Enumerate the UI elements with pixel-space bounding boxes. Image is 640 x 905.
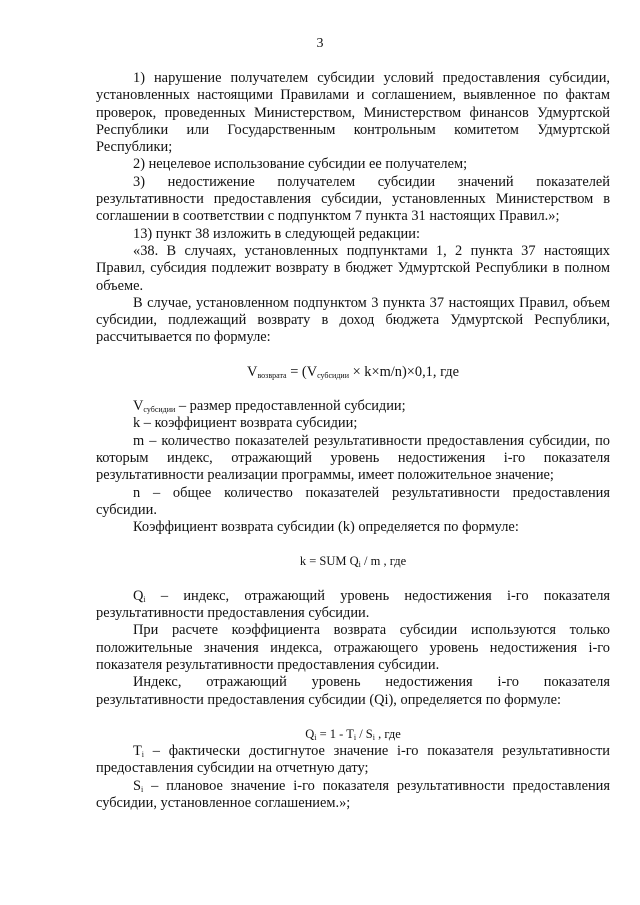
symbol-subscript: i [141, 750, 145, 760]
paragraph-positive-values: При расчете коэффициента возврата субсидии используются только положительные значения индекса, отражающего уровень недостижения i-го показателя результативности предоставления субсидии. [96, 622, 610, 673]
definition-text: – плановое значение i-го показателя результативности предоставления субсидии, установленное соглашением.»; [96, 777, 610, 811]
paragraph-amendment: 13) пункт 38 изложить в следующей редакции: [133, 225, 420, 242]
symbol-subscript: i [141, 784, 144, 794]
formula-subscript: i [314, 732, 317, 742]
formula-part: / m , где [360, 554, 407, 569]
definition-si [96, 778, 610, 813]
formula-part: × k×m/n)×0,1, где [348, 363, 459, 380]
formula-part: Q [305, 726, 315, 741]
formula-subscript: i [358, 560, 361, 570]
formula-symbol: V [247, 363, 258, 380]
symbol-t: T [133, 743, 142, 760]
formula-part: / S [356, 726, 373, 741]
definition-k: k – коэффициент возврата субсидии; [133, 415, 358, 432]
paragraph-violation: 1) нарушение получателем субсидии условий предоставления субсидии, установленных настоящими Правилами и соглашением, выявленное по фактам проверок, проведенных Министерством, Министерством финансов Удмуртской Республики или Государственным контрольным комитетом Удмуртской Республики; [96, 70, 610, 156]
paragraph-index: Индекс, отражающий уровень недостижения i-го показателя результативности предоставления субсидии (Qi), определяется по формуле: [96, 674, 610, 708]
formula-part: = (V [286, 363, 318, 380]
formula-subscript: возврата [257, 370, 287, 380]
page-number: 3 [316, 36, 324, 51]
definition-text: индекс, отражающий уровень недостижения i-го показателя результативности предоставления субсидии. [96, 587, 611, 622]
definition-text: – размер предоставленной субсидии; [175, 398, 406, 415]
definition-m: m – количество показателей результативности предоставления субсидии, по которым индекс, отражающий уровень недостижения i-го показателя результативности реализации программы, имеет положительное значение; [96, 432, 610, 484]
paragraph-misuse: 2) нецелевое использование субсидии ее получателем; [133, 156, 468, 173]
symbol-q: Q [133, 587, 144, 604]
paragraph-coefficient: Коэффициент возврата субсидии (k) определяется по формуле: [133, 519, 519, 536]
formula-coefficient [96, 553, 610, 570]
formula-index [96, 726, 610, 743]
definition-v-subsidy [96, 398, 610, 415]
formula-subscript: субсидии [317, 370, 349, 380]
paragraph-item-38: «38. В случаях, установленных подпунктами 1, 2 пункта 37 настоящих Правил, субсидия подлежит возврату в бюджет Удмуртской Республики в полном объеме. [96, 242, 610, 294]
formula-part: k = SUM Q [299, 554, 359, 569]
symbol-subscript: i [143, 594, 146, 604]
symbol-s: S [133, 777, 142, 794]
symbol-subscript: субсидии [143, 405, 176, 415]
definition-n: n – общее количество показателей результативности предоставления субсидии. [96, 484, 610, 518]
definition-text: – фактически достигнутое значение i-го показателя результативности предоставления субсидии на отчетную дату; [96, 743, 610, 777]
definition-qi [96, 588, 610, 623]
definition-ti [96, 743, 610, 778]
symbol-v: V [133, 398, 144, 415]
formula-subscript: i [353, 732, 357, 742]
formula-subscript: i [372, 732, 375, 742]
document-body [96, 70, 610, 812]
formula-part: = 1 - T [316, 726, 354, 741]
paragraph-return-case: В случае, установленном подпунктом 3 пункта 37 настоящих Правил, объем субсидии, подлежащий возврату в доход бюджета Удмуртской Республики, рассчитывается по формуле: [96, 294, 610, 346]
formula-part: , где [375, 726, 401, 741]
symbol-dash: – [145, 587, 184, 604]
paragraph-nonachievement: 3) недостижение получателем субсидии значений показателей результативности предоставления субсидии, установленных Министерством в соглашении в соответствии с подпунктом 7 пункта 31 настоящих Правил.»; [96, 173, 610, 225]
formula-return-volume [96, 364, 610, 381]
